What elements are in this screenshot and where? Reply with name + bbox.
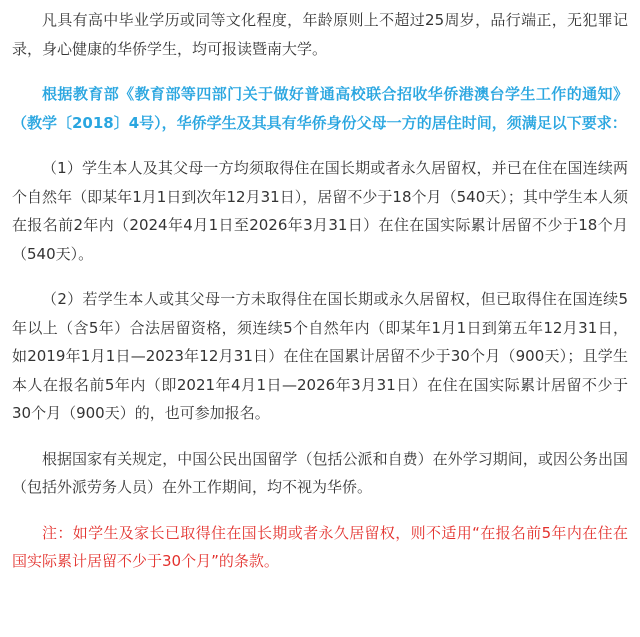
note-paragraph: 注：如学生及家长已取得住在国长期或者永久居留权，则不适用“在报名前5年内在住在国实际累计居留不少于30个月”的条款。 (12, 523, 628, 570)
requirement-1-paragraph: （1）学生本人及其父母一方均须取得住在国长期或者永久居留权，并已在住在国连续两个自然年（即某年1月1日到次年12月31日），居留不少于18个月（540天）；其中学生本人须在报名前2年内（2024年4月1日至2026年3月31日）在住在国实际累计居留不少于18个月（540天）。 (12, 159, 628, 263)
paragraph-spacer (12, 137, 628, 154)
requirement-2-paragraph: （2）若学生本人或其父母一方未取得住在国长期或永久居留权，但已取得住在国连续5年以上（含5年）合法居留资格，须连续5个自然年内（即某年1月1日到第五年12月31日，如2019年1月1日—2023年12月31日）在住在国累计居留不少于30个月（900天）；且学生本人在报名前5年内（即2021年4月1日—2026年3月31日）在住在国实际累计居留不少于30个月（900天）的，也可参加报名。 (12, 290, 628, 422)
eligibility-paragraph: 凡具有高中毕业学历或同等文化程度，年龄原则上不超过25周岁，品行端正，无犯罪记录，身心健康的华侨学生，均可报读暨南大学。 (12, 11, 628, 58)
paragraph-spacer (12, 63, 628, 80)
exclusion-paragraph: 根据国家有关规定，中国公民出国留学（包括公派和自费）在外学习期间，或因公务出国（包括外派劳务人员）在外工作期间，均不视为华侨。 (12, 449, 628, 496)
paragraph-spacer (12, 428, 628, 445)
paragraph-spacer (12, 268, 628, 285)
policy-basis-paragraph: 根据教育部《教育部等四部门关于做好普通高校联合招收华侨港澳台学生工作的通知》（教学〔2018〕4号），华侨学生及其具有华侨身份父母一方的居住时间，须满足以下要求： (12, 85, 628, 132)
paragraph-spacer (12, 502, 628, 519)
